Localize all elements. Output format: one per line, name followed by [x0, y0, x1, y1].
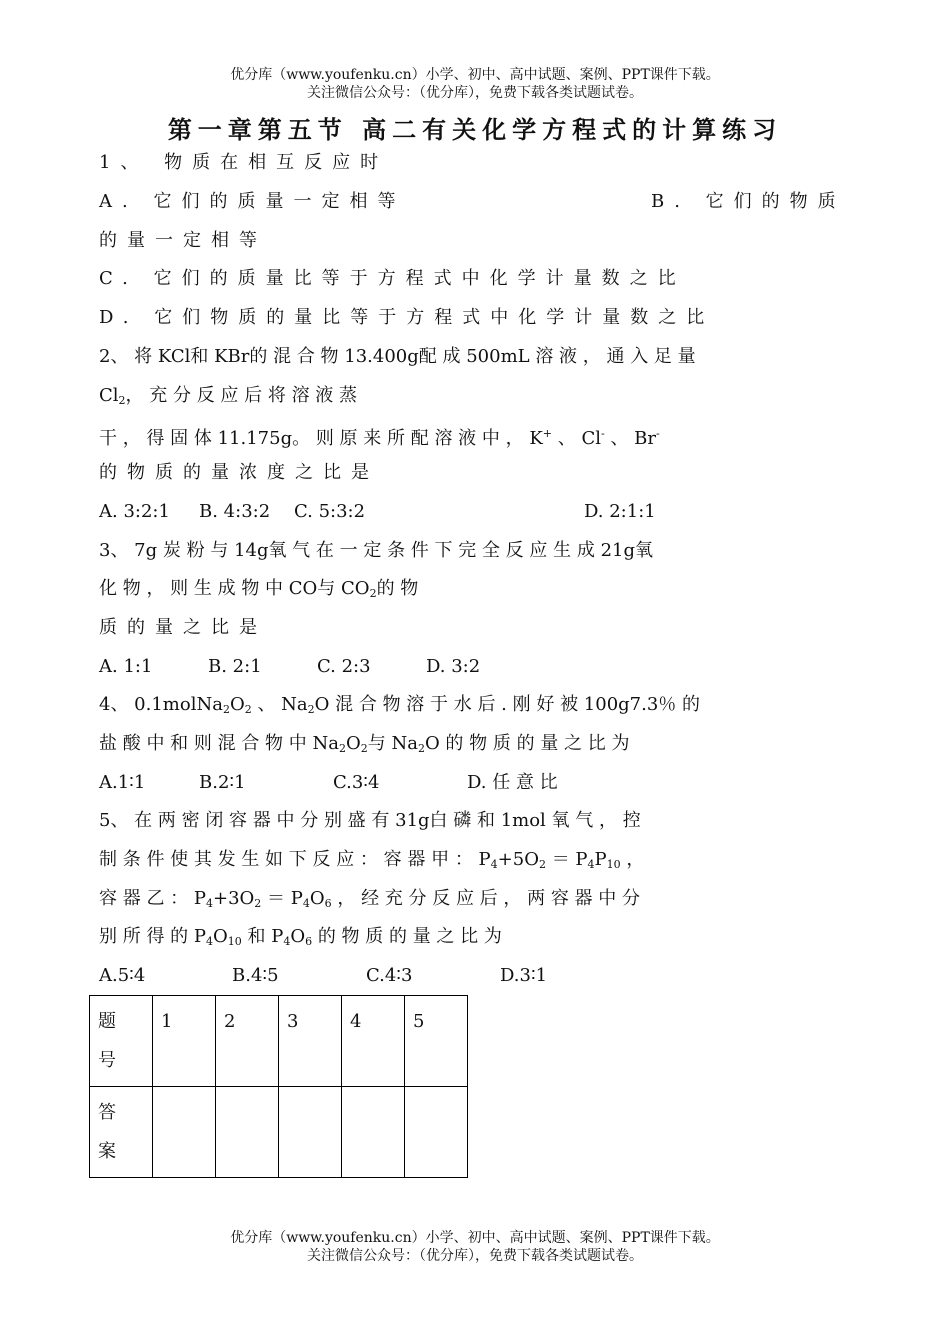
q5-l3-sub-1: 4	[206, 897, 213, 910]
q1-option-a: A. 它们的质量一定相等	[99, 191, 406, 212]
q1-option-b-part1: B. 它们的物质	[651, 191, 846, 212]
q2-line-3-sep: 、 Br	[610, 428, 657, 449]
q5-l4-c: O	[290, 926, 306, 947]
q4-l1-mid: 、 Na	[251, 694, 308, 715]
q3-line-1: 3、 7g 炭 粉 与 14g氧 气 在 一 定 条 件 下 完 全 反 应 生 成 21g氧	[99, 540, 653, 561]
q5-l3-b: ＝ P	[261, 888, 303, 909]
q2-line-2	[99, 384, 357, 413]
q3-co2-sub: 2	[369, 587, 377, 600]
q5-line-3	[99, 887, 640, 916]
q5-l2-sub-3: 4	[587, 858, 595, 871]
q2-line-3-pre: 干 ， 得 固 体 11.175g。 则 原 来 所 配 溶 液 中 ， K	[99, 428, 543, 449]
row-head-question-number	[90, 996, 153, 1087]
q3-line-3: 质的量之比是	[99, 617, 267, 638]
answer-cell-2[interactable]	[216, 1087, 279, 1178]
q5-l4-b: 和 P	[241, 926, 284, 947]
q4-l2-o: O	[345, 733, 361, 754]
q5-line-1: 5、 在 两 密 闭 容 器 中 分 别 盛 有 31g白 磷 和 1mol 氧 气 ， 控	[99, 810, 641, 831]
q3-line-2	[99, 577, 418, 606]
q4-l2-pre: 盐 酸 中 和 则 混 合 物 中 Na	[99, 733, 339, 754]
q5-l2-sub-1: 4	[490, 858, 498, 871]
q2-line-4: 的物质的量浓度之比是	[99, 462, 379, 483]
answer-cell-5[interactable]	[405, 1087, 468, 1178]
number-cell-1: 1	[153, 996, 216, 1087]
number-cell-4: 4	[342, 996, 405, 1087]
q2-line-3	[99, 422, 660, 451]
q4-l2-sub-1: 2	[338, 742, 346, 755]
q2-option-b: B. 4:3:2	[199, 501, 271, 522]
q2-option-d: D. 2:1:1	[584, 501, 656, 522]
q4-option-a: A.1∶1	[99, 772, 146, 793]
q4-option-d: D. 任 意 比	[467, 772, 558, 793]
q5-line-4	[99, 925, 502, 954]
header-line-1: 优分库（www.youfenku.cn）小学、初中、高中试题、案例、PPT课件下载。	[230, 67, 720, 83]
document-title: 第一章第五节 高二有关化学方程式的计算练习	[167, 116, 783, 144]
q5-l4-sub-4: 6	[305, 935, 313, 948]
q5-l2-a: +5O	[497, 849, 539, 870]
q3-line-2-post: 的 物	[376, 578, 419, 599]
q4-option-c: C.3∶4	[333, 772, 380, 793]
q3-option-b: B. 2:1	[208, 656, 262, 677]
q5-l4-pre: 别 所 得 的 P	[99, 926, 206, 947]
q2-line-2-rest: ， 充 分 反 应 后 将 溶 液 蒸	[125, 385, 358, 406]
footer-line-1: 优分库（www.youfenku.cn）小学、初中、高中试题、案例、PPT课件下载。	[230, 1230, 720, 1246]
footer-line-2: 关注微信公众号：（优分库），免费下载各类试题试卷。	[307, 1248, 643, 1264]
row-head-char-1: 题	[98, 1011, 116, 1032]
page-footer	[0, 1229, 950, 1265]
q2-option-c: C. 5:3:2	[294, 501, 366, 522]
answer-cell-4[interactable]	[342, 1087, 405, 1178]
q2-k-sup: +	[542, 427, 552, 440]
q3-line-2-pre: 化 物 ， 则 生 成 物 中 CO与 CO	[99, 578, 370, 599]
number-cell-2: 2	[216, 996, 279, 1087]
q5-l2-sub-4: 10	[606, 858, 621, 871]
q5-option-c: C.4∶3	[366, 965, 413, 986]
q4-l2-mid: 与 Na	[367, 733, 418, 754]
q5-l4-a: O	[213, 926, 228, 947]
q5-l2-b: ＝ P	[545, 849, 588, 870]
q4-l1-post: O 混 合 物 溶 于 水 后 . 刚 好 被 100g7.3％ 的	[314, 694, 701, 715]
q3-option-d: D. 3:2	[426, 656, 481, 677]
q5-l2-c: P	[594, 849, 607, 870]
q4-line-2	[99, 732, 629, 761]
q5-l4-sub-3: 4	[283, 935, 291, 948]
row-head-char-3: 答	[98, 1102, 116, 1123]
q5-l2-pre: 制 条 件 使 其 发 生 如 下 反 应 ： 容 器 甲 ： P	[99, 849, 491, 870]
table-row-answers	[90, 1087, 468, 1178]
q5-l4-post: 的 物 质 的 量 之 比 为	[312, 926, 502, 947]
row-head-answer	[90, 1087, 153, 1178]
q4-option-b: B.2∶1	[199, 772, 246, 793]
q5-l4-sub-2: 10	[227, 935, 242, 948]
q1-option-d: D. 它们物质的量比等于方程式中化学计量数之比	[99, 307, 715, 328]
q4-l1-sub-2: 2	[244, 703, 252, 716]
number-cell-3: 3	[279, 996, 342, 1087]
q5-l3-sub-2: 2	[254, 897, 262, 910]
q5-l2-sub-2: 2	[538, 858, 546, 871]
q5-l3-a: +3O	[213, 888, 255, 909]
q4-l1-o: O	[229, 694, 245, 715]
q5-l3-sub-4: 6	[324, 897, 332, 910]
table-row-numbers	[90, 996, 468, 1087]
q1-option-b-part2: 的量一定相等	[99, 230, 267, 251]
page-header	[0, 66, 950, 102]
q4-l1-sub-3: 2	[307, 703, 315, 716]
row-head-char-4: 案	[98, 1141, 116, 1162]
answer-cell-1[interactable]	[153, 1087, 216, 1178]
q2-br-sup: -	[656, 427, 660, 440]
q5-option-b: B.4∶5	[232, 965, 279, 986]
q5-l4-sub-1: 4	[206, 935, 213, 948]
q1-option-c: C. 它们的质量比等于方程式中化学计量数之比	[99, 268, 686, 289]
q5-l3-post: ， 经 充 分 反 应 后 ， 两 容 器 中 分	[331, 888, 641, 909]
q4-l2-post: O 的 物 质 的 量 之 比 为	[424, 733, 630, 754]
answer-table	[89, 995, 468, 1178]
q5-option-d: D.3∶1	[500, 965, 548, 986]
q2-line-3-mid: 、 Cl	[557, 428, 601, 449]
q5-l2-post: ，	[620, 849, 645, 870]
row-head-char-2: 号	[98, 1050, 116, 1071]
q5-line-2	[99, 848, 644, 877]
number-cell-5: 5	[405, 996, 468, 1087]
q2-cl-sub: 2	[118, 394, 126, 407]
q5-l3-pre: 容 器 乙 ： P	[99, 888, 206, 909]
q2-option-a: A. 3:2:1	[99, 501, 170, 522]
q2-line-1: 2、 将 KCl和 KBr的 混 合 物 13.400g配 成 500mL 溶 液 ， 通 入 足 量	[99, 346, 696, 367]
q4-line-1	[99, 693, 700, 722]
q4-l2-sub-2: 2	[360, 742, 368, 755]
q5-l3-sub-3: 4	[302, 897, 310, 910]
q4-l1-pre: 4、 0.1molNa	[99, 694, 223, 715]
q3-option-a: A. 1:1	[99, 656, 153, 677]
q2-cl-sup: -	[601, 427, 605, 440]
q4-l2-sub-3: 2	[417, 742, 425, 755]
q2-cl: Cl	[99, 385, 119, 406]
q4-l1-sub-1: 2	[222, 703, 230, 716]
q5-l3-c: O	[309, 888, 325, 909]
q1-stem: 1、 物质在相互反应时	[99, 152, 389, 173]
header-line-2: 关注微信公众号：（优分库），免费下载各类试题试卷。	[307, 85, 643, 101]
q3-option-c: C. 2:3	[317, 656, 371, 677]
q5-option-a: A.5∶4	[99, 965, 146, 986]
answer-cell-3[interactable]	[279, 1087, 342, 1178]
